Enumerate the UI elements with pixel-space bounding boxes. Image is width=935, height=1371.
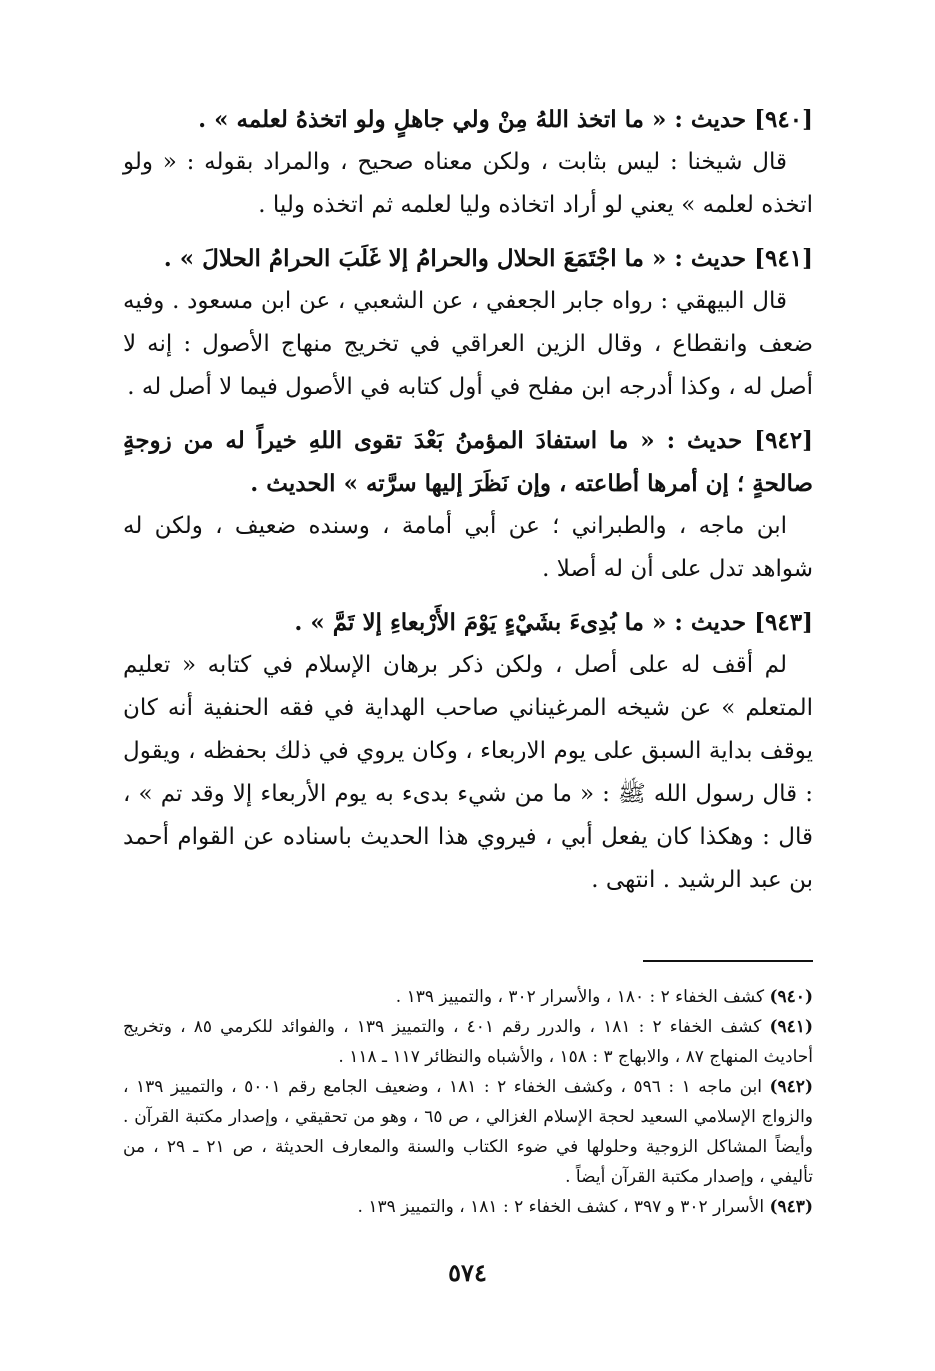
footnote-text: كشف الخفاء ٢ : ١٨٠ ، والأسرار ٣٠٢ ، والتمييز ١٣٩ . xyxy=(395,987,770,1007)
footnote-label: (٩٤١) xyxy=(769,1017,813,1037)
footnote-label: (٩٤٢) xyxy=(769,1077,813,1097)
page-number: ٥٧٤ xyxy=(448,1258,487,1287)
hadith-text: « ما اجْتَمَعَ الحلال والحرامُ إلا غَلَبَ الحرامُ الحلالَ » . xyxy=(163,245,667,272)
footnote-941 xyxy=(123,1012,813,1072)
hadith-line xyxy=(123,237,813,280)
hadith-commentary: لم أقف له على أصل ، ولكن ذكر برهان الإسلام في كتابه « تعليم المتعلم » عن شيخه المرغيناني صاحب الهداية في فقه الحنفية أنه كان يوقف بداية السبق على يوم الاربعاء ، وكان يروي في ذلك بحفظه ، ويقول : قال رسول الله ﷺ : « ما من شيء بدىء به يوم الأربعاء إلا وقد تم » ، قال : وهكذا كان يفعل أبي ، فيروي هذا الحديث باسناده عن القوام أحمد بن عبد الرشيد . انتهى . xyxy=(123,652,813,893)
hadith-text: « ما بُدِىءَ بشَيْءٍ يَوْمَ الأَرْبعاءِ إلا تَمَّ » . xyxy=(294,609,667,636)
hadith-entry-940 xyxy=(123,98,813,227)
hadith-entry-943 xyxy=(123,601,813,902)
hadith-commentary: قال شيخنا : ليس بثابت ، ولكن معناه صحيح ، والمراد بقوله : « ولو اتخذه لعلمه » يعني لو أراد اتخاذه وليا لعلمه ثم اتخذه وليا . xyxy=(123,149,813,218)
hadith-prefix: حديث : xyxy=(654,427,755,454)
footnote-text: ابن ماجه ١ : ٥٩٦ ، وكشف الخفاء ٢ : ١٨١ ، وضعيف الجامع رقم ٥٠٠١ ، والتمييز ١٣٩ ، والزواج الإسلامي السعيد لحجة الإسلام الغزالي ، ص ٦٥ ، وهو من تحقيقي ، وإصدار مكتبة القرآن . وأيضاً المشاكل الزوجية وحلولها في ضوء الكتاب والسنة والمعارف الحديثة ، ص ٢١ ـ ٢٩ ، من تأليفي ، وإصدار مكتبة القرآن أيضاً . xyxy=(123,1077,814,1187)
footnotes xyxy=(123,982,813,1222)
hadith-prefix: حديث : xyxy=(666,106,755,133)
footnote-940 xyxy=(123,982,813,1012)
hadith-line xyxy=(123,419,813,505)
hadith-text: « ما استفادَ المؤمنُ بَعْدَ تقوى اللهِ خيراً له من زوجةٍ صالحةٍ ؛ إن أمرها أطاعته ، وإن نَظَرَ إليها سرَّته » xyxy=(123,427,813,497)
hadith-commentary: قال البيهقي : رواه جابر الجعفي ، عن الشعبي ، عن ابن مسعود . وفيه ضعف وانقطاع ، وقال الزين العراقي في تخريج منهاج الأصول : إنه لا أصل له ، وكذا أدرجه ابن مفلح في أول كتابه في الأصول فيما لا أصل له . xyxy=(123,288,813,400)
footnote-943 xyxy=(123,1192,813,1222)
footnote-label: (٩٤٣) xyxy=(769,1197,813,1217)
hadith-line xyxy=(123,98,813,141)
hadith-entry-941 xyxy=(123,237,813,409)
hadith-commentary: ابن ماجه ، والطبراني ؛ عن أبي أمامة ، وسنده ضعيف ، ولكن له شواهد تدل على أن له أصلا . xyxy=(123,513,813,582)
hadith-tail: الحديث . xyxy=(250,470,344,497)
hadith-prefix: حديث : xyxy=(666,609,755,636)
footnote-divider xyxy=(643,960,813,962)
hadith-number: [٩٤٠] xyxy=(754,106,813,133)
footnote-text: الأسرار ٣٠٢ و ٣٩٧ ، كشف الخفاء ٢ : ١٨١ ، والتمييز ١٣٩ . xyxy=(357,1197,770,1217)
footnote-label: (٩٤٠) xyxy=(769,987,813,1007)
hadith-number: [٩٤٣] xyxy=(754,609,813,636)
main-text xyxy=(123,98,813,912)
footnote-text: كشف الخفاء ٢ : ١٨١ ، والدرر رقم ٤٠١ ، والتمييز ١٣٩ ، والفوائد للكرمي ٨٥ ، وتخريج أحاديث المنهاج ٨٧ ، والابهاج ٣ : ١٥٨ ، والأشباه والنظائر ١١٧ ـ ١١٨ . xyxy=(123,1017,813,1067)
footnote-942 xyxy=(123,1072,813,1192)
hadith-line xyxy=(123,601,813,644)
hadith-entry-942 xyxy=(123,419,813,591)
hadith-text: « ما اتخذ اللهُ مِنْ ولي جاهلٍ ولو اتخذهُ لعلمه » . xyxy=(198,106,667,133)
hadith-prefix: حديث : xyxy=(666,245,755,272)
hadith-number: [٩٤١] xyxy=(754,245,813,272)
hadith-number: [٩٤٢] xyxy=(754,427,814,454)
